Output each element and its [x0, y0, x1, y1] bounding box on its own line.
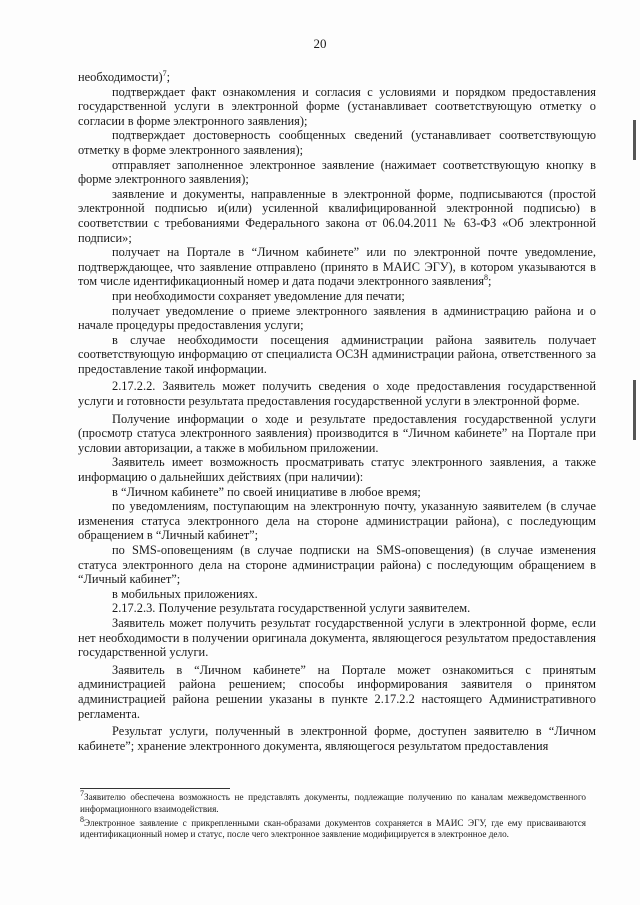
paragraph-text: подтверждает факт ознакомления и согласия с условиями и порядком предоставления государственной услуги в электронной форме (устанавливает соответствующую отметку о согласии в форме электронного заявления);: [78, 84, 596, 128]
paragraph-text: в мобильных приложениях.: [112, 586, 258, 601]
paragraph: [78, 601, 596, 616]
paragraph-text: при необходимости сохраняет уведомление для печати;: [112, 288, 405, 303]
paragraph-text: по уведомлениям, поступающим на электронную почту, указанную заявителем (в случае изменения статуса электронного дела на стороне администрации района), с последующим обращением в “Личный кабинет”;: [78, 499, 596, 543]
paragraph-text: в случае необходимости посещения администрации района заявитель получает соответствующую информацию от специалиста ОСЗН администрации района, ответственного за предоставление такой информации.: [78, 332, 596, 376]
paragraph: [78, 663, 596, 721]
paragraph-text: в “Личном кабинете” по своей инициативе в любое время;: [112, 484, 421, 499]
paragraph: [78, 333, 596, 377]
paragraph-text: 2.17.2.2. Заявитель может получить сведения о ходе предоставления государственной услуги и готовности результата предоставления государственной услуги в электронной форме.: [78, 379, 596, 409]
paragraph-text: по SMS-оповещениям (в случае подписки на SMS-оповещения) (в случае изменения статуса электронного дела на стороне администрации района) с последующим обращением в “Личный кабинет”;: [78, 543, 596, 587]
paragraph: [78, 158, 596, 187]
paragraph: [78, 289, 596, 304]
paragraph: [78, 587, 596, 602]
paragraph-text: получает на Портале в “Личном кабинете” или по электронной почте уведомление, подтверждающее, что заявление отправлено (принято в МАИС ЭГУ), в котором указываются в том числе идентификационный номер и дата подачи электронного заявления: [78, 245, 596, 289]
footnote-text: Заявителю обеспечена возможность не представлять документы, подлежащие получению по каналам межведомственного информационного взаимодействия.: [80, 792, 586, 814]
footnote-divider: [80, 788, 230, 789]
paragraph: [78, 70, 596, 85]
footnotes: [80, 788, 586, 843]
footnote-ref: 7: [162, 68, 167, 78]
paragraph: [78, 616, 596, 660]
footnote-ref: 8: [484, 273, 489, 283]
paragraph-text: подтверждает достоверность сообщенных сведений (устанавливает соответствующую отметку в форме электронного заявления);: [78, 128, 596, 157]
paragraph: [78, 304, 596, 333]
document-body: [78, 70, 596, 753]
paragraph-tail: ;: [166, 70, 171, 84]
footnote-text: Электронное заявление с прикрепленными скан-образами документов сохраняется в МАИС ЭГУ, где ему присваиваются идентификационный номер и статус, после чего электронное заявление модифицируется в электронное дело.: [80, 817, 586, 840]
paragraph: [78, 85, 596, 129]
paragraph: [78, 543, 596, 587]
paragraph: [78, 455, 596, 484]
footnote-mark: 7: [80, 788, 84, 798]
paragraph-tail: ;: [488, 274, 492, 289]
paragraph-text: заявление и документы, направленные в электронной форме, подписываются (простой электронной подписью и(или) усиленной квалифицированной электронной подписью) в соответствии с требованиями Федерального закона от 06.04.2011 № 63-ФЗ «Об электронной подписи»;: [78, 186, 596, 245]
paragraph: [78, 412, 596, 456]
footnote-mark: 8: [80, 814, 84, 824]
page-number: 20: [313, 36, 327, 51]
paragraph-text: Получение информации о ходе и результате предоставления государственной услуги (просмотр статуса электронного заявления) производится в “Личном кабинете” на Портале при условии авторизации, а также в мобильном приложении.: [78, 411, 596, 455]
footnote: [80, 788, 586, 816]
paragraph: [78, 499, 596, 543]
scan-edge-mark: [633, 380, 636, 440]
paragraph: [78, 724, 596, 753]
paragraph-text: отправляет заполненное электронное заявление (нажимает соответствующую кнопку в форме электронного заявления);: [78, 157, 596, 187]
paragraph: [78, 245, 596, 289]
paragraph-text: необходимости): [78, 70, 163, 84]
paragraph-text: Результат услуги, полученный в электронной форме, доступен заявителю в “Личном кабинете”; хранение электронного документа, являющегося результатом предоставления: [78, 724, 596, 753]
footnote: [80, 814, 586, 842]
paragraph: [78, 187, 596, 245]
paragraph-text: Заявитель имеет возможность просматривать статус электронного заявления, а также информацию о дальнейших действиях (при наличии):: [78, 455, 596, 485]
paragraph-text: получает уведомление о приеме электронного заявления в администрацию района и о начале процедуры предоставления услуги;: [78, 303, 596, 333]
paragraph: [78, 379, 596, 408]
paragraph-text: 2.17.2.3. Получение результата государственной услуги заявителем.: [112, 601, 471, 616]
paragraph: [78, 128, 596, 157]
paragraph: [78, 485, 596, 500]
scan-edge-mark: [633, 120, 636, 160]
paragraph-text: Заявитель в “Личном кабинете” на Портале может ознакомиться с принятым администрацией района решением; способы информирования заявителя о принятом администрацией района решении указаны в пункте 2.17.2.2 настоящего Административного регламента.: [78, 662, 596, 721]
paragraph-text: Заявитель может получить результат государственной услуги в электронной форме, если нет необходимости в получении оригинала документа, являющегося результатом предоставления государственной услуги.: [78, 615, 596, 660]
